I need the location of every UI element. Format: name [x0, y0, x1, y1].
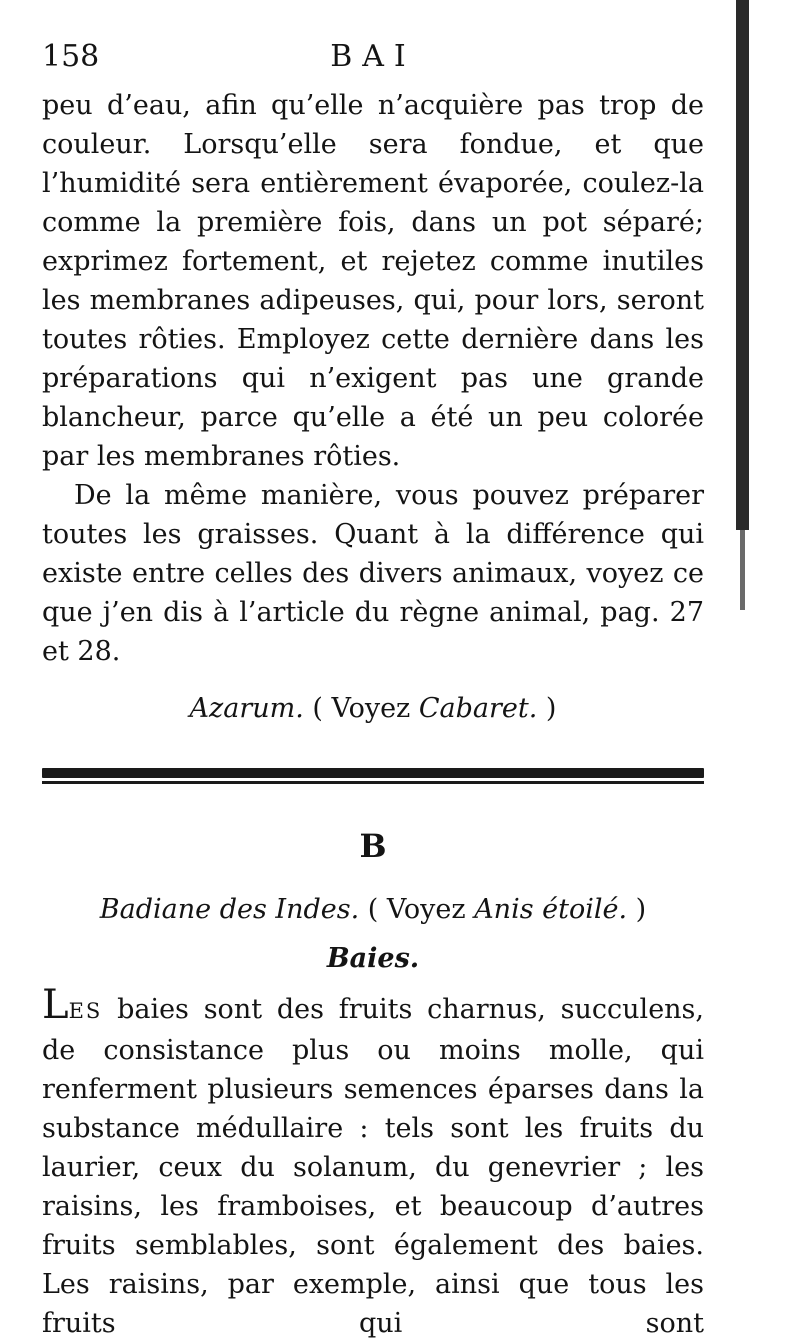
entry-body — [42, 982, 704, 1343]
see-target: Anis étoilé. — [474, 894, 628, 925]
close-paren: ) — [537, 693, 557, 724]
section-divider — [42, 768, 704, 778]
initial-letter: L — [42, 982, 69, 1028]
page-number: 158 — [42, 39, 100, 74]
paragraph-graisses: De la même manière, vous pouvez préparer toutes les graisses. Quant à la différence qui existe entre celles des divers animaux, voyez ce que j’en dis à l’article du règne animal, pag. 27 et 28. — [42, 480, 704, 667]
paragraph-continuation: peu d’eau, afin qu’elle n’acquière pas trop de couleur. Lorsqu’elle sera fondue, et que l’humidité sera entièrement évaporée, coulez-la comme la première fois, dans un pot séparé; exprimez fortement, et rejetez comme inutiles les membranes adipeuses, qui, pour lors, seront toutes rôties. Employez cette dernière dans les préparations qui n’exigent pas une grande blancheur, parce qu’elle a été un peu colorée par les membranes rôties. — [42, 90, 704, 472]
entry-term: Badiane des Indes. — [99, 894, 360, 925]
scan-edge-shadow-lower — [740, 530, 745, 610]
paragraph-text: baies sont des fruits charnus, succulens, de consistance plus ou moins molle, qui renferment plusieurs semences éparses dans la substance médullaire : tels sont les fruits du laurier, ceux du solanum, du genevrier ; les raisins, les framboises, et beaucoup d’autres fruits semblables, sont également des baies. Les raisins, par exemple, ainsi que tous les fruits qui sont — [42, 994, 704, 1339]
smallcaps-text: ES — [68, 999, 103, 1023]
running-head — [42, 28, 704, 86]
section-letter: B — [359, 827, 387, 865]
close-paren: ) — [627, 894, 647, 925]
body-text — [42, 86, 704, 671]
see-target: Cabaret. — [418, 693, 538, 724]
entry-heading: Baies. — [326, 943, 420, 974]
book-page — [42, 28, 704, 1343]
scan-edge-shadow — [736, 0, 749, 530]
cross-reference-badiane — [42, 890, 704, 929]
see-text: ( Voyez — [303, 693, 419, 724]
see-text: ( Voyez — [359, 894, 475, 925]
cross-reference-azarum — [42, 689, 704, 728]
entry-term: Azarum. — [189, 693, 304, 724]
running-title: BAI — [330, 39, 416, 74]
paragraph-baies — [42, 982, 704, 1343]
section-divider-thin — [42, 781, 704, 784]
